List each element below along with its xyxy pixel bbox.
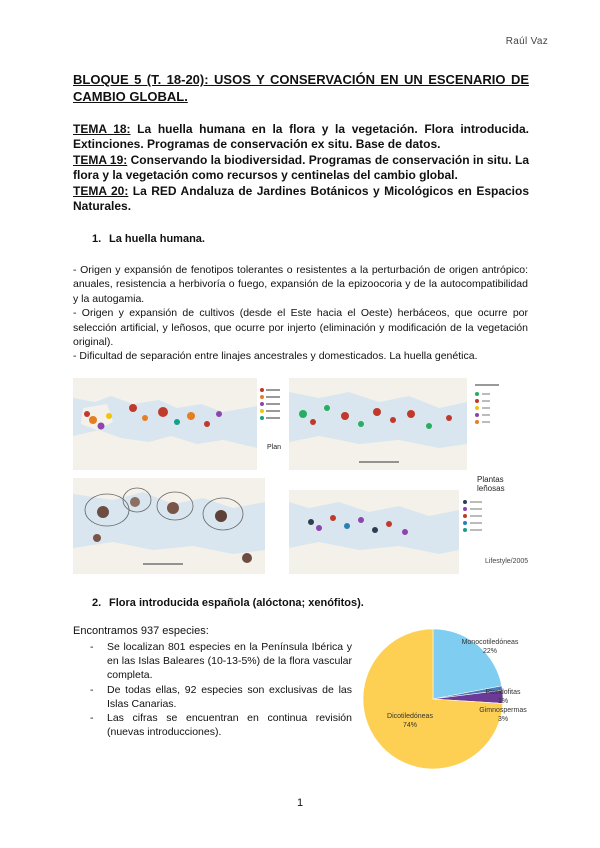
figure-label-left: Plan bbox=[267, 444, 282, 451]
map-bottom-left-svg bbox=[73, 478, 265, 574]
map-top-left-svg bbox=[73, 378, 257, 470]
block-title: BLOQUE 5 (T. 18-20): USOS Y CONSERVACIÓN EN UN ESCENARIO DE CAMBIO GLOBAL. bbox=[73, 72, 529, 104]
section-1-body bbox=[73, 263, 528, 364]
tema-18: TEMA 18: La huella humana en la flora y la vegetación. Flora introducida. Extinciones. Programas de conservación ex situ. Base de datos. bbox=[73, 122, 529, 152]
temas-list bbox=[73, 122, 529, 214]
map-bottom-left bbox=[73, 478, 265, 574]
map-top-left bbox=[73, 378, 257, 470]
list-item: - Las cifras se encuentran en continua revisión (nuevas introducciones). bbox=[90, 711, 352, 739]
section-1-heading: 1. La huella humana. bbox=[92, 233, 205, 245]
map-bottom-right-svg bbox=[289, 490, 459, 574]
list-item: - Se localizan 801 especies en la Península Ibérica y en las Islas Baleares (10-13-5%) de la flora vascular completa. bbox=[90, 640, 352, 683]
list-item: - De todas ellas, 92 especies son exclusivas de las Islas Canarias. bbox=[90, 683, 352, 711]
author-name: Raúl Vaz bbox=[505, 36, 548, 47]
map-legend-right bbox=[467, 378, 529, 470]
tema-19: TEMA 19: Conservando la biodiversidad. Programas de conservación in situ. La flora y la vegetación como recursos y centinelas del cambio global. bbox=[73, 152, 529, 183]
figure-label-right: Plantas leñosas bbox=[477, 475, 505, 493]
map-legend-left bbox=[257, 378, 287, 470]
legend-left-svg bbox=[257, 378, 287, 470]
paragraph: - Dificultad de separación entre linajes ancestrales y domesticados. La huella genética. bbox=[73, 350, 478, 363]
map-top-right-svg bbox=[289, 378, 467, 470]
pie-label-gimno: Gimnospermas 3% bbox=[479, 707, 527, 723]
page-number: 1 bbox=[296, 797, 304, 809]
paragraph: - Origen y expansión de cultivos (desde el Este hacia el Oeste) herbáceos, que ocurre por selección artificial, y leñosos, que ocurre por injerto (eliminación y modificación de la vegetación original). bbox=[73, 307, 528, 349]
map-top-right bbox=[289, 378, 467, 470]
pie-label-monocot: Monocotiledóneas 22% bbox=[461, 639, 519, 655]
pie-label-dicot: Dicotiledóneas 74% bbox=[387, 713, 433, 729]
map-bottom-right bbox=[289, 490, 459, 574]
legend-right-svg bbox=[467, 378, 529, 470]
figure-credit: Lifestyle/2005 bbox=[485, 558, 529, 565]
section-2-heading: 2. Flora introducida española (alóctona; xenófitos). bbox=[92, 597, 364, 609]
species-bullets bbox=[90, 640, 352, 739]
paragraph: - Origen y expansión de fenotipos tolerantes o resistentes a la perturbación de origen antrópico: anuales, resistencia a herbivoría o fuego, expansión de la epizoocoria y de la autocompatibilidad y la autogamia. bbox=[73, 264, 528, 305]
tema-20: TEMA 20: La RED Andaluza de Jardines Botánicos y Micológicos en Espacios Naturales. bbox=[73, 183, 530, 214]
species-intro: Encontramos 937 especies: bbox=[73, 625, 209, 637]
maps-figure bbox=[73, 378, 529, 574]
pie-label-pterido: Pteridofitas 1% bbox=[485, 689, 521, 705]
pie-chart bbox=[355, 624, 545, 774]
